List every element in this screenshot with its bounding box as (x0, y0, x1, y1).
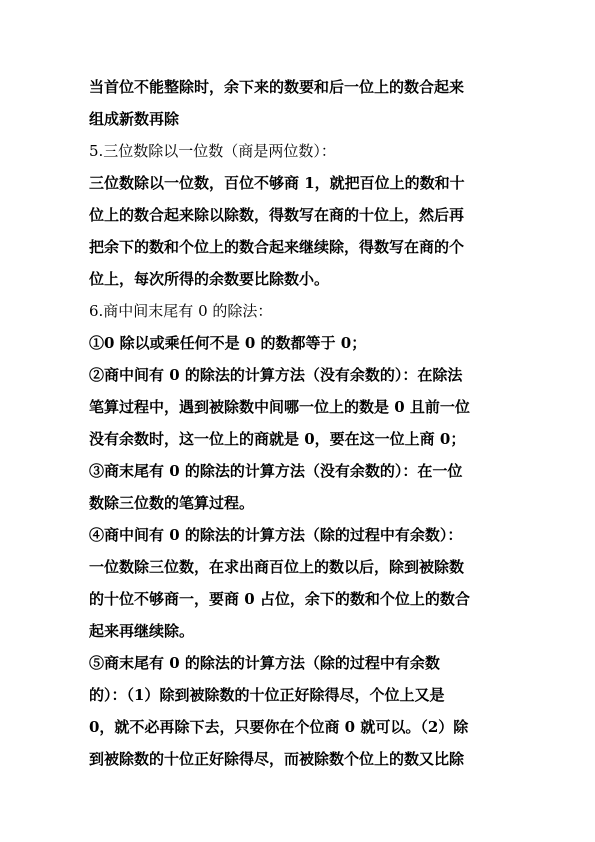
text-line: 的十位不够商一，要商 0 占位，余下的数和个位上的数合 (89, 590, 470, 608)
text-line: 组成新数再除 (89, 110, 180, 128)
text-line: 当首位不能整除时，余下来的数要和后一位上的数合起来 (89, 78, 465, 96)
text-line: 到被除数的十位正好除得尽，而被除数个位上的数又比除 (89, 750, 465, 768)
text-line: 位上的数合起来除以除数，得数写在商的十位上，然后再 (89, 206, 465, 224)
text-line: 起来再继续除。 (89, 622, 195, 640)
text-line: 三位数除以一位数，百位不够商 1，就把百位上的数和十 (89, 174, 465, 192)
text-line: ⑤商末尾有 0 的除法的计算方法（除的过程中有余数 (89, 654, 440, 672)
section-heading: 5.三位数除以一位数（商是两位数）： (89, 142, 336, 160)
section-heading: 6.商中间末尾有 0 的除法： (89, 302, 273, 320)
text-line: 一位数除三位数，在求出商百位上的数以后，除到被除数 (89, 558, 465, 576)
text-line: 0，就不必再除下去，只要你在个位商 0 就可以。（2）除 (89, 718, 469, 736)
text-line: ②商中间有 0 的除法的计算方法（没有余数的）：在除法 (89, 366, 463, 384)
text-line: ④商中间有 0 的除法的计算方法（除的过程中有余数）： (89, 526, 463, 544)
text-line: 笔算过程中，遇到被除数中间哪一位上的数是 0 且前一位 (89, 398, 470, 416)
text-line: 的）：（1）除到被除数的十位正好除得尽，个位上又是 (89, 686, 445, 704)
text-line: 把余下的数和个位上的数合起来继续除，得数写在商的个 (89, 238, 465, 256)
text-line: ③商末尾有 0 的除法的计算方法（没有余数的）：在一位 (89, 462, 463, 480)
text-line: ①0 除以或乘任何不是 0 的数都等于 0； (89, 334, 367, 352)
text-line: 位上，每次所得的余数要比除数小。 (89, 270, 330, 288)
text-line: 没有余数时，这一位上的商就是 0，要在这一位上商 0； (89, 430, 466, 448)
text-line: 数除三位数的笔算过程。 (89, 494, 255, 512)
